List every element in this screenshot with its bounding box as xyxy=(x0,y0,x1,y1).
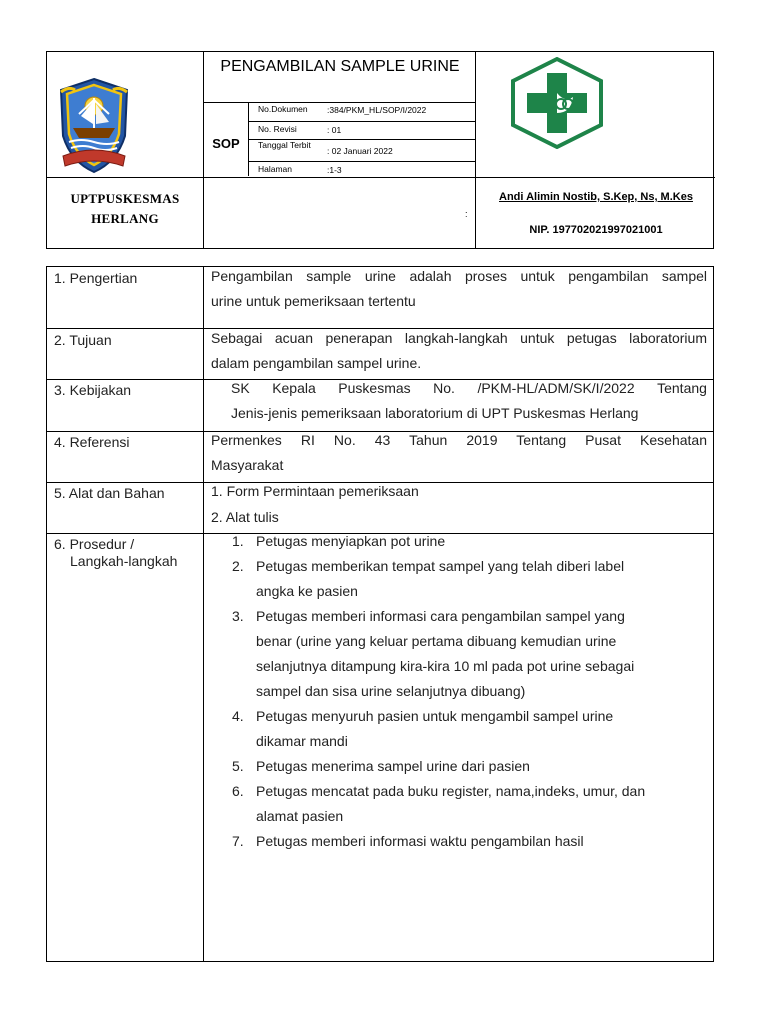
step-line: dikamar mandi xyxy=(256,733,348,749)
meta-value: :384/PKM_HL/SOP/I/2022 xyxy=(327,105,427,115)
kebijakan-word: /PKM-HL/ADM/SK/I/2022 xyxy=(477,380,635,396)
divider xyxy=(203,267,204,961)
signatory-name: Andi Alimin Nostib, S.Kep, Ns, M.Kes xyxy=(499,191,693,203)
kebijakan-word: Kepala xyxy=(272,380,316,396)
row-label-kebijakan: 3. Kebijakan xyxy=(54,382,132,398)
procedure-step xyxy=(211,554,681,604)
document-title: PENGAMBILAN SAMPLE URINE xyxy=(220,58,460,75)
step-line: Petugas memberi informasi cara pengambilan sampel yang xyxy=(256,608,625,624)
kebijakan-line-2: Jenis-jenis pemeriksaan laboratorium di UPT Puskesmas Herlang xyxy=(231,405,639,421)
procedure-step xyxy=(211,829,681,854)
row-label-tujuan: 2. Tujuan xyxy=(54,332,112,348)
step-line: Petugas memberikan tempat sampel yang telah diberi label xyxy=(256,558,625,574)
kebijakan-line-1 xyxy=(211,376,707,401)
divider xyxy=(248,121,475,122)
organization-name: UPTPUSKESMAS HERLANG xyxy=(70,191,180,226)
step-line: selanjutnya ditampung kira-kira 10 ml pada pot urine sebagai xyxy=(256,658,635,674)
row-label-referensi: 4. Referensi xyxy=(54,434,130,450)
meta-value: : 02 Januari 2022 xyxy=(327,146,393,156)
procedure-step xyxy=(211,779,681,829)
step-line: alamat pasien xyxy=(256,808,344,824)
step-line: benar (urine yang keluar pertama dibuang kemudian urine xyxy=(256,633,617,649)
row-label-pengertian: 1. Pengertian xyxy=(54,270,138,286)
kebijakan-word: No. xyxy=(433,380,455,396)
puskesmas-logo xyxy=(507,57,607,149)
procedure-step xyxy=(211,604,681,704)
tujuan-line-2: dalam pengambilan sampel urine. xyxy=(211,355,422,371)
bulukumba-crest-logo xyxy=(55,76,133,176)
step-number: 2. xyxy=(232,558,244,574)
step-number: 3. xyxy=(232,608,244,624)
step-number: 6. xyxy=(232,783,244,799)
kebijakan-word: SK xyxy=(231,380,250,396)
divider xyxy=(47,177,715,178)
divider xyxy=(203,102,475,103)
row-label-alat-bahan: 5. Alat dan Bahan xyxy=(54,485,165,501)
meta-key: Tanggal Terbit xyxy=(258,140,311,150)
step-number: 5. xyxy=(232,758,244,774)
row-label-prosedur: 6. Prosedur / xyxy=(54,536,135,552)
procedure-step xyxy=(211,704,681,754)
tujuan-line-1: Sebagai acuan penerapan langkah-langkah untuk petugas laboratorium xyxy=(211,330,707,346)
divider xyxy=(248,161,475,162)
signatory-nip: NIP. 197702021997021001 xyxy=(529,224,663,236)
meta-value: : 01 xyxy=(327,125,342,135)
step-line: Petugas mencatat pada buku register, nama,indeks, umur, dan xyxy=(256,783,646,799)
meta-key: No.Dokumen xyxy=(258,104,308,114)
step-line: Petugas menyiapkan pot urine xyxy=(256,533,446,549)
step-number: 7. xyxy=(232,833,244,849)
sop-content-table xyxy=(46,266,714,962)
alat-item: 2. Alat tulis xyxy=(211,509,279,525)
procedure-step xyxy=(211,529,681,554)
step-line: sampel dan sisa urine selanjutnya dibuang) xyxy=(256,683,526,699)
kebijakan-word: Tentang xyxy=(657,380,707,396)
meta-value: :1-3 xyxy=(327,165,342,175)
alat-item: 1. Form Permintaan pemeriksaan xyxy=(211,483,419,499)
sop-header-table xyxy=(46,51,714,249)
referensi-line-2: Masyarakat xyxy=(211,457,284,473)
pengertian-line-1: Pengambilan sample urine adalah proses untuk pengambilan sampel xyxy=(211,268,707,284)
pengertian-line-2: urine untuk pemeriksaan tertentu xyxy=(211,293,416,309)
step-number: 1. xyxy=(232,533,244,549)
kebijakan-text xyxy=(211,376,707,426)
approval-colon: : xyxy=(465,209,468,219)
row-label-prosedur-sub: Langkah-langkah xyxy=(70,553,178,569)
procedure-step xyxy=(211,754,681,779)
sop-label: SOP xyxy=(212,136,240,151)
step-line: angka ke pasien xyxy=(256,583,358,599)
meta-key: No. Revisi xyxy=(258,124,297,134)
step-line: Petugas menyuruh pasien untuk mengambil sampel urine xyxy=(256,708,614,724)
divider xyxy=(475,52,476,248)
procedure-steps xyxy=(211,529,707,854)
meta-key: Halaman xyxy=(258,164,293,174)
kebijakan-word: Puskesmas xyxy=(338,380,411,396)
step-number: 4. xyxy=(232,708,244,724)
step-line: Petugas menerima sampel urine dari pasien xyxy=(256,758,530,774)
referensi-line-1: Permenkes RI No. 43 Tahun 2019 Tentang Pusat Kesehatan xyxy=(211,432,707,448)
step-line: Petugas memberi informasi waktu pengambilan hasil xyxy=(256,833,584,849)
